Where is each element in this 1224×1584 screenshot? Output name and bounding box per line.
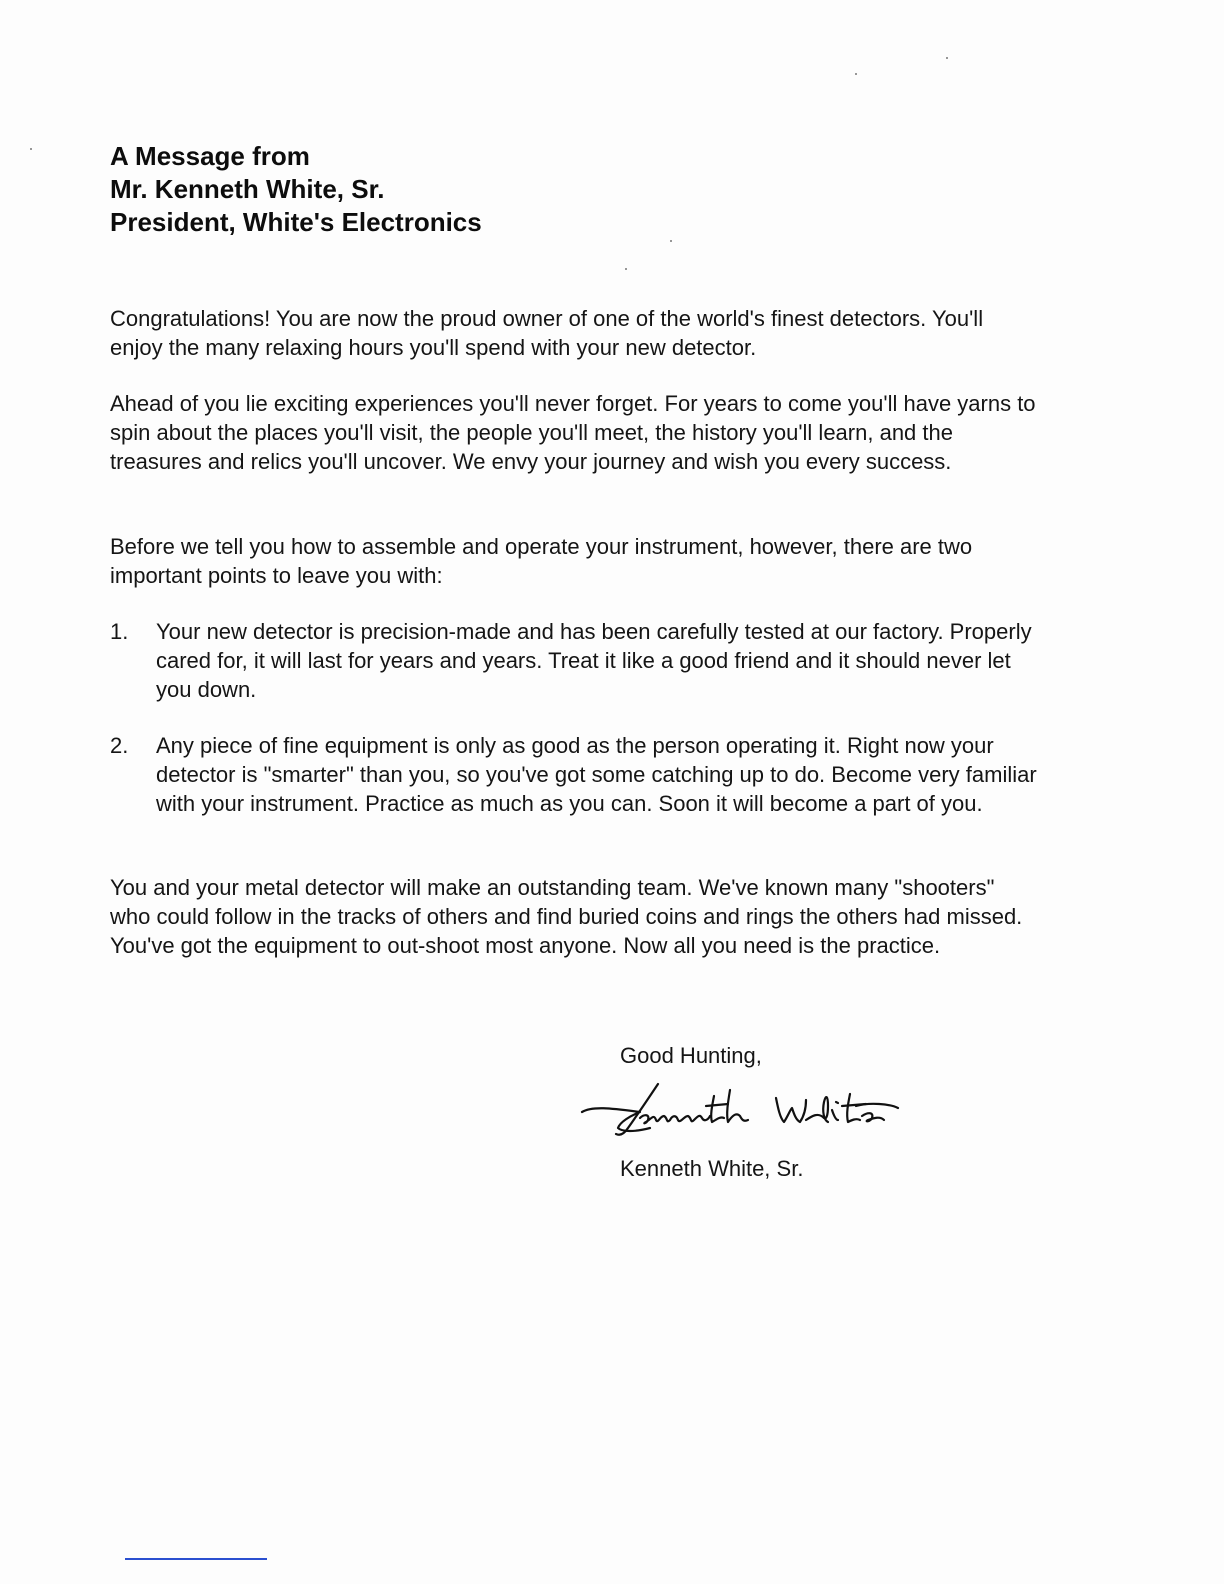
paragraph-text: Before we tell you how to assemble and operate your instrument, however, there are two important points to leave you with: [110, 534, 973, 588]
header-line-2: Mr. Kenneth White, Sr. [110, 174, 385, 204]
paragraph-team [110, 873, 1040, 960]
letter-header [110, 140, 482, 239]
paragraph-text: Congratulations! You are now the proud owner of one of the world's finest detectors. You'll enjoy the many relaxing hours you'll spend with your new detector. [110, 306, 984, 360]
list-item-1 [110, 617, 1040, 704]
paragraph-important-points [110, 532, 1040, 590]
list-text: Your new detector is precision-made and has been carefully tested at our factory. Properly cared for, it will last for years and years. Treat it like a good friend and it should never let you down. [156, 619, 1032, 702]
list-text: Any piece of fine equipment is only as good as the person operating it. Right now your detector is "smarter" than you, so you've got some catching up to do. Become very familiar with your instrument. Practice as much as you can. Soon it will become a part of you. [156, 733, 1037, 816]
scan-speck [855, 73, 857, 75]
paragraph-text: You and your metal detector will make an outstanding team. We've known many "shooters" who could follow in the tracks of others and find buried coins and rings the others had missed. You've got the equipment to out-shoot most anyone. Now all you need is the practice. [110, 875, 1023, 958]
paragraph-congratulations [110, 304, 1040, 362]
header-line-1: A Message from [110, 141, 310, 171]
paragraph-text: Ahead of you lie exciting experiences you'll never forget. For years to come you'll have yarns to spin about the places you'll visit, the people you'll meet, the history you'll learn, and the treasures and relics you'll uncover. We envy your journey and wish you every success. [110, 391, 1036, 474]
list-item-2 [110, 731, 1040, 818]
scan-speck [30, 148, 32, 150]
signer-name: Kenneth White, Sr. [620, 1156, 804, 1181]
scan-artifact-line [125, 1558, 267, 1560]
header-line-3: President, White's Electronics [110, 207, 482, 237]
paragraph-experiences [110, 389, 1040, 476]
scan-speck [670, 240, 672, 242]
closing-salutation: Good Hunting, [620, 1043, 762, 1068]
scan-speck [625, 268, 627, 270]
list-number: 2. [110, 733, 129, 758]
list-number: 1. [110, 619, 129, 644]
scan-speck [946, 57, 948, 59]
handwritten-signature-icon [580, 1076, 910, 1146]
